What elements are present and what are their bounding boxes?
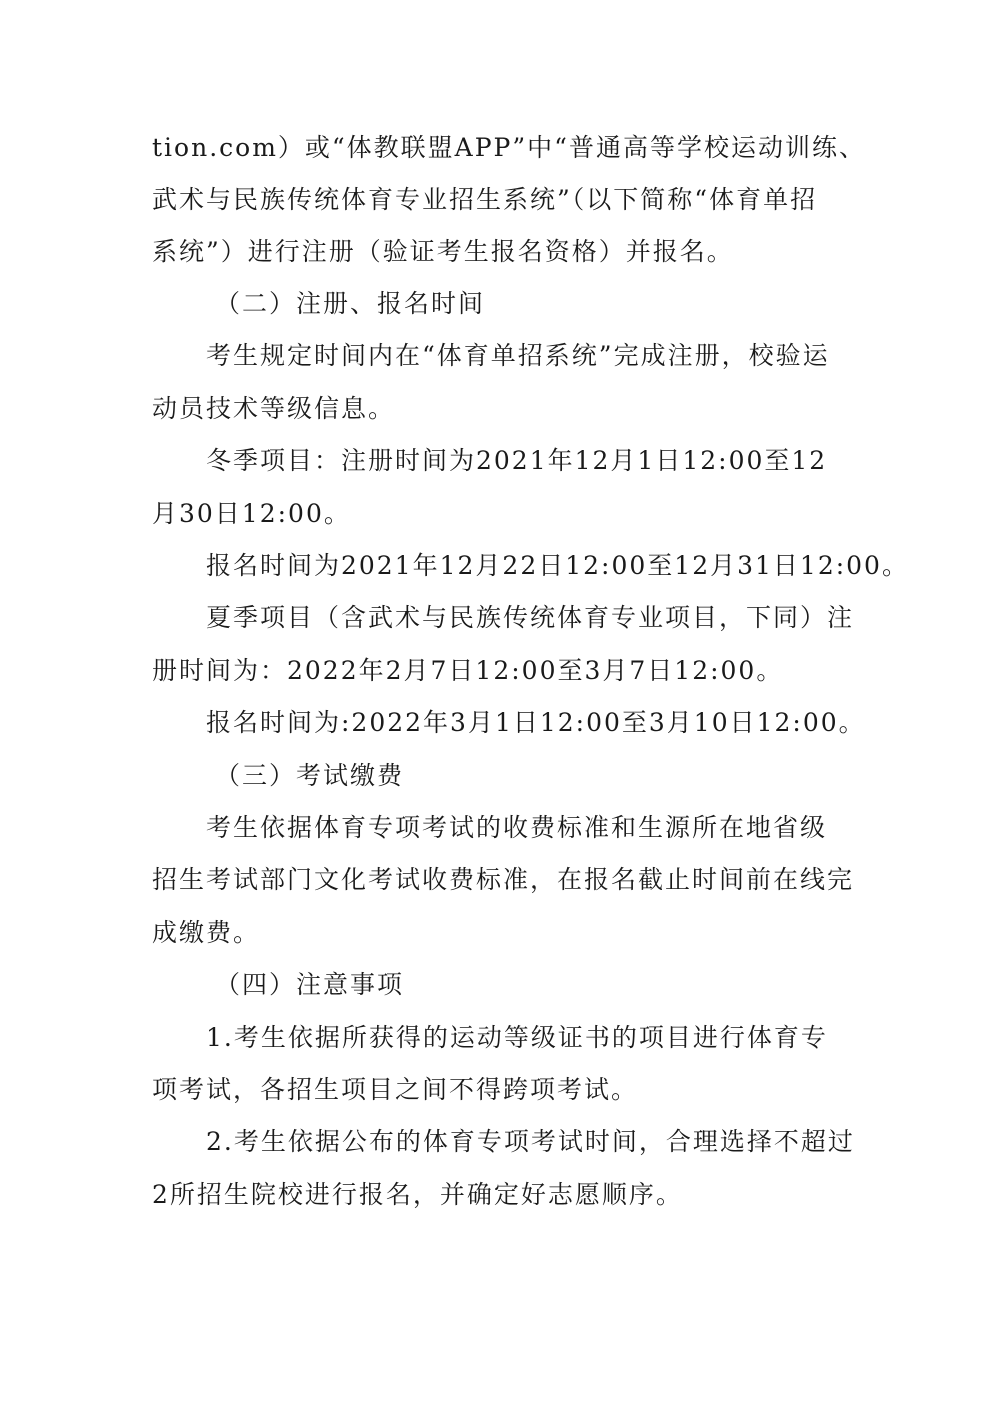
paragraph-line: 报名时间为:2022年3月1日12:00至3月10日12:00。 xyxy=(206,708,866,737)
paragraph-line: 报名时间为2021年12月22日12:00至12月31日12:00。 xyxy=(206,551,909,580)
section-heading: （四）注意事项 xyxy=(215,970,405,999)
paragraph-line: 动员技术等级信息。 xyxy=(152,394,396,423)
paragraph-line: 考生规定时间内在“体育单招系统”完成注册，校验运 xyxy=(206,341,830,370)
section-heading: （二）注册、报名时间 xyxy=(215,289,486,318)
paragraph-line: 月30日12:00。 xyxy=(152,499,351,528)
paragraph-line: 项考试，各招生项目之间不得跨项考试。 xyxy=(152,1075,639,1104)
paragraph-line: 武术与民族传统体育专业招生系统”（以下简称“体育单招 xyxy=(152,185,818,214)
paragraph-line: 招生考试部门文化考试收费标准，在报名截止时间前在线完 xyxy=(152,865,855,894)
paragraph-line: 冬季项目：注册时间为2021年12月1日12:00至12 xyxy=(206,446,828,475)
paragraph-line: 2所招生院校进行报名，并确定好志愿顺序。 xyxy=(152,1180,683,1209)
paragraph-line: 1.考生依据所获得的运动等级证书的项目进行体育专 xyxy=(206,1023,828,1052)
section-heading: （三）考试缴费 xyxy=(215,761,405,790)
paragraph-line: 系统”）进行注册（验证考生报名资格）并报名。 xyxy=(152,237,734,266)
paragraph-line: 册时间为：2022年2月7日12:00至3月7日12:00。 xyxy=(152,656,784,685)
paragraph-line: 考生依据体育专项考试的收费标准和生源所在地省级 xyxy=(206,813,828,842)
paragraph-line: 夏季项目（含武术与民族传统体育专业项目，下同）注 xyxy=(206,603,855,632)
paragraph-line: 2.考生依据公布的体育专项考试时间，合理选择不超过 xyxy=(206,1127,855,1156)
paragraph-line: 成缴费。 xyxy=(152,918,261,947)
paragraph-line: tion.com）或“体教联盟APP”中“普通高等学校运动训练、 xyxy=(152,133,866,162)
